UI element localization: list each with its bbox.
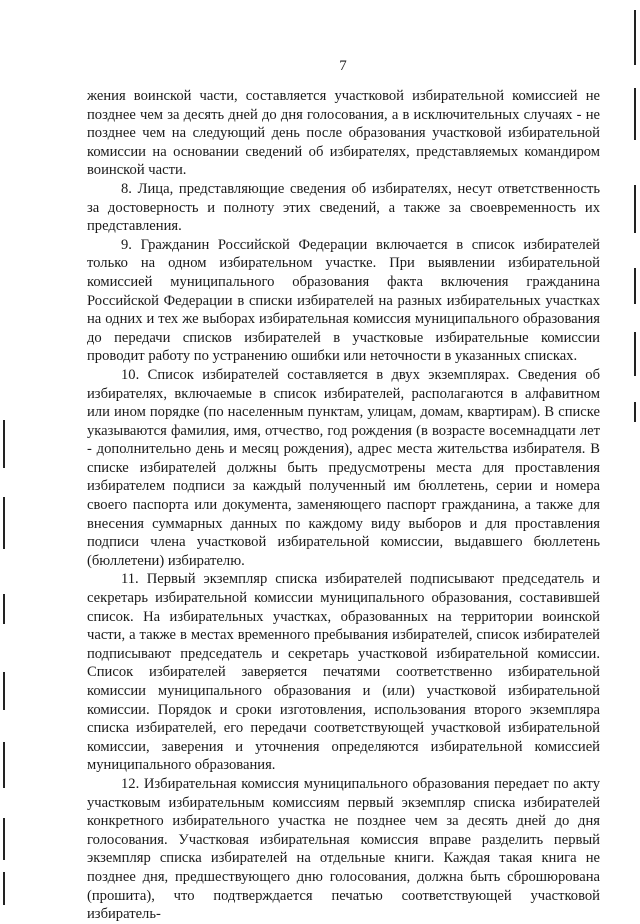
scan-mark-left-5 xyxy=(3,742,5,788)
document-body xyxy=(87,87,600,924)
scan-mark-right-5 xyxy=(634,332,636,376)
scan-mark-left-4 xyxy=(3,672,5,710)
paragraph-10: 10. Список избирателей составляется в двух экземплярах. Сведения об избирателях, включаемые в список избирателей, располагаются в алфавитном или ином порядке (по населенным пунктам, улицам, домам, квартирам). В списке указываются фамилия, имя, отчество, год рождения (в возрасте восемнадцати лет - дополнительно день и месяц рождения), адрес места жительства избирателя. В списке избирателей должны быть предусмотрены места для проставления избирателем подписи за каждый полученный им бюллетень, серии и номера своего паспорта или документа, заменяющего паспорт гражданина, а также для внесения суммарных данных по каждому виду выборов и для проставления подписи члена участковой избирательной комиссии, выдавшего бюллетень (бюллетени) избирателю. xyxy=(87,366,600,569)
scan-mark-right-1 xyxy=(634,10,636,65)
scan-mark-right-4 xyxy=(634,268,636,304)
paragraph-9: 9. Гражданин Российской Федерации включается в список избирателей только на одном избирательном участке. При выявлении избирательной комиссией муниципального образования факта включения гражданина Российской Федерации в списки избирателей на разных избирательных участках на одних и тех же выборах избирательная комиссия муниципального образования до передачи списков избирателей в участковые избирательные комиссии проводит работу по устранению ошибки или неточности в указанных списках. xyxy=(87,236,600,365)
scan-mark-left-6 xyxy=(3,818,5,860)
scan-mark-left-3 xyxy=(3,594,5,624)
paragraph-continuation: жения воинской части, составляется участковой избирательной комиссией не позднее чем за десять дней до дня голосования, а в исключительных случаях - не позднее чем на следующий день после образования участковой избирательной комиссии на основании сведений об избирателях, представляемых командиром воинской части. xyxy=(87,88,600,179)
page-number: 7 xyxy=(339,58,347,74)
scan-mark-right-3 xyxy=(634,185,636,233)
scan-mark-right-6 xyxy=(634,402,636,422)
paragraph-8: 8. Лица, представляющие сведения об избирателях, несут ответственность за достоверность и полноту этих сведений, а также за своевременность их представления. xyxy=(87,180,600,235)
scan-mark-left-1 xyxy=(3,420,5,468)
paragraph-11: 11. Первый экземпляр списка избирателей подписывают председатель и секретарь избирательной комиссии муниципального образования, составившей список. На избирательных участках, образованных на территории воинской части, а также в местах временного пребывания избирателей, список избирателей подписывают председатель и секретарь участковой избирательной комиссии. Список избирателей заверяется печатями соответственно избирательной комиссии муниципального образования и (или) участковой избирательной комиссии. Порядок и сроки изготовления, использования второго экземпляра списка избирателей, его передачи соответствующей участковой избирательной комиссии, заверения и уточнения определяются избирательной комиссией муниципального образования. xyxy=(87,571,600,774)
scan-mark-right-2 xyxy=(634,88,636,140)
scan-mark-left-2 xyxy=(3,497,5,549)
paragraph-12: 12. Избирательная комиссия муниципального образования передает по акту участковым избирательным комиссиям первый экземпляр списка избирателей конкретного избирательного участка не позднее чем за десять дней до дня голосования. Участковая избирательная комиссия вправе разделить первый экземпляр списка избирателей на отдельные книги. Каждая такая книга не позднее дня, предшествующего дню голосования, должна быть сброшюрована (прошита), что подтверждается печатью соответствующей участковой избиратель- xyxy=(87,775,600,923)
scan-mark-left-7 xyxy=(3,872,5,905)
